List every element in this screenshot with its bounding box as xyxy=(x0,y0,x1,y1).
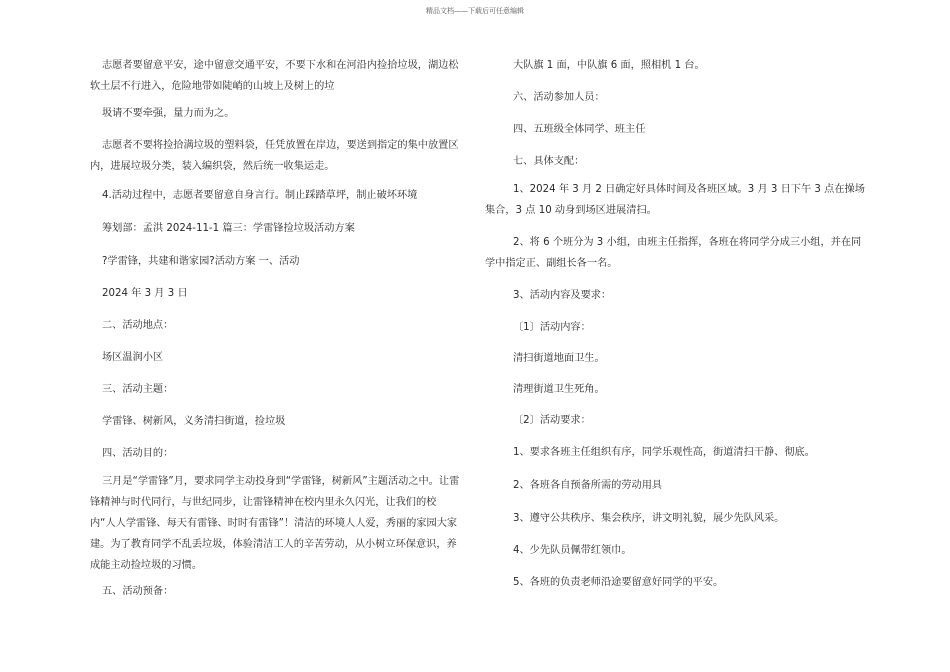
paragraph: 4.活动过程中，志愿者要留意自身言行。制止踩踏草坪，制止破坏环境 xyxy=(102,190,418,201)
paragraph: 1、2024 年 3 月 2 日确定好具体时间及各班区域。3 月 3 日下午 3 点在操场集合，3 点 10 动身到场区进展清扫。 xyxy=(485,184,865,216)
paragraph: 2、各班各自预备所需的劳动用具 xyxy=(513,480,663,491)
paragraph: 学雷锋、树新风，义务清扫街道，捡垃圾 xyxy=(102,416,286,427)
paragraph: 圾请不要牵强，量力而为之。 xyxy=(102,108,235,119)
paragraph: 筹划部：孟洪 2024-11-1 篇三：学雷锋捡垃圾活动方案 xyxy=(102,223,355,234)
paragraph: 1、要求各班主任组织有序，同学乐观性高，街道清扫干静、彻底。 xyxy=(513,447,815,458)
paragraph: 六、活动参加人员： xyxy=(513,92,605,103)
paragraph: 3、活动内容及要求： xyxy=(513,290,612,301)
paragraph: 志愿者不要将捡拾满垃圾的塑料袋，任凭放置在岸边，要送到指定的集中放置区内，进展垃圾分类，装入编织袋，然后统一收集运走。 xyxy=(90,140,459,172)
paragraph: 三月是“学雷锋”月，要求同学主动投身到“学雷锋，树新风”主题活动之中。让雷锋精神与时代同行，与世纪同步，让雷锋精神在校内里永久闪光，让我们的校内“人人学雷锋、每天有雷锋、时时有雷锋”！清洁的环境人人爱，秀丽的家园大家建。为了教育同学不乱丢垃圾，体验清洁工人的辛苦劳动，从小树立环保意识，养成能主动捡垃圾的习惯。 xyxy=(90,476,460,571)
paragraph: 三、活动主题： xyxy=(102,384,174,395)
paragraph: 2024 年 3 月 3 日 xyxy=(102,288,188,299)
paragraph: 二、活动地点： xyxy=(102,320,174,331)
paragraph: 清理街道卫生死角。 xyxy=(513,384,605,395)
paragraph: 志愿者要留意平安，途中留意交通平安，不要下水和在河沿内捡拾垃圾，湖边松软土层不行进入，危险地带如陡峭的山坡上及树上的垃 xyxy=(90,60,459,92)
paragraph: 四、活动目的： xyxy=(102,448,174,459)
paragraph: 大队旗 1 面，中队旗 6 面，照相机 1 台。 xyxy=(513,60,705,71)
paragraph: 场区温润小区 xyxy=(102,352,164,363)
paragraph: 〔2〕活动要求： xyxy=(513,415,591,426)
paragraph: 五、活动预备： xyxy=(102,586,174,597)
paragraph: 清扫街道地面卫生。 xyxy=(513,353,605,364)
paragraph: 2、将 6 个班分为 3 小组，由班主任指挥，各班在将同学分成三小组，并在同学中指定正、副组长各一名。 xyxy=(485,237,862,269)
paragraph: ?学雷锋，共建和谐家园?活动方案 一、活动 xyxy=(102,256,300,267)
paragraph: 3、遵守公共秩序、集会秩序，讲文明礼貌，展少先队风采。 xyxy=(513,513,785,524)
paragraph: 〔1〕活动内容： xyxy=(513,322,591,333)
page-header: 精品文档——下载后可任意编辑 xyxy=(426,7,524,15)
paragraph: 5、各班的负责老师沿途要留意好同学的平安。 xyxy=(513,577,724,588)
paragraph: 七、具体支配： xyxy=(513,156,585,167)
paragraph: 四、五班级全体同学、班主任 xyxy=(513,124,646,135)
paragraph: 4、少先队员佩带红领巾。 xyxy=(513,545,632,556)
